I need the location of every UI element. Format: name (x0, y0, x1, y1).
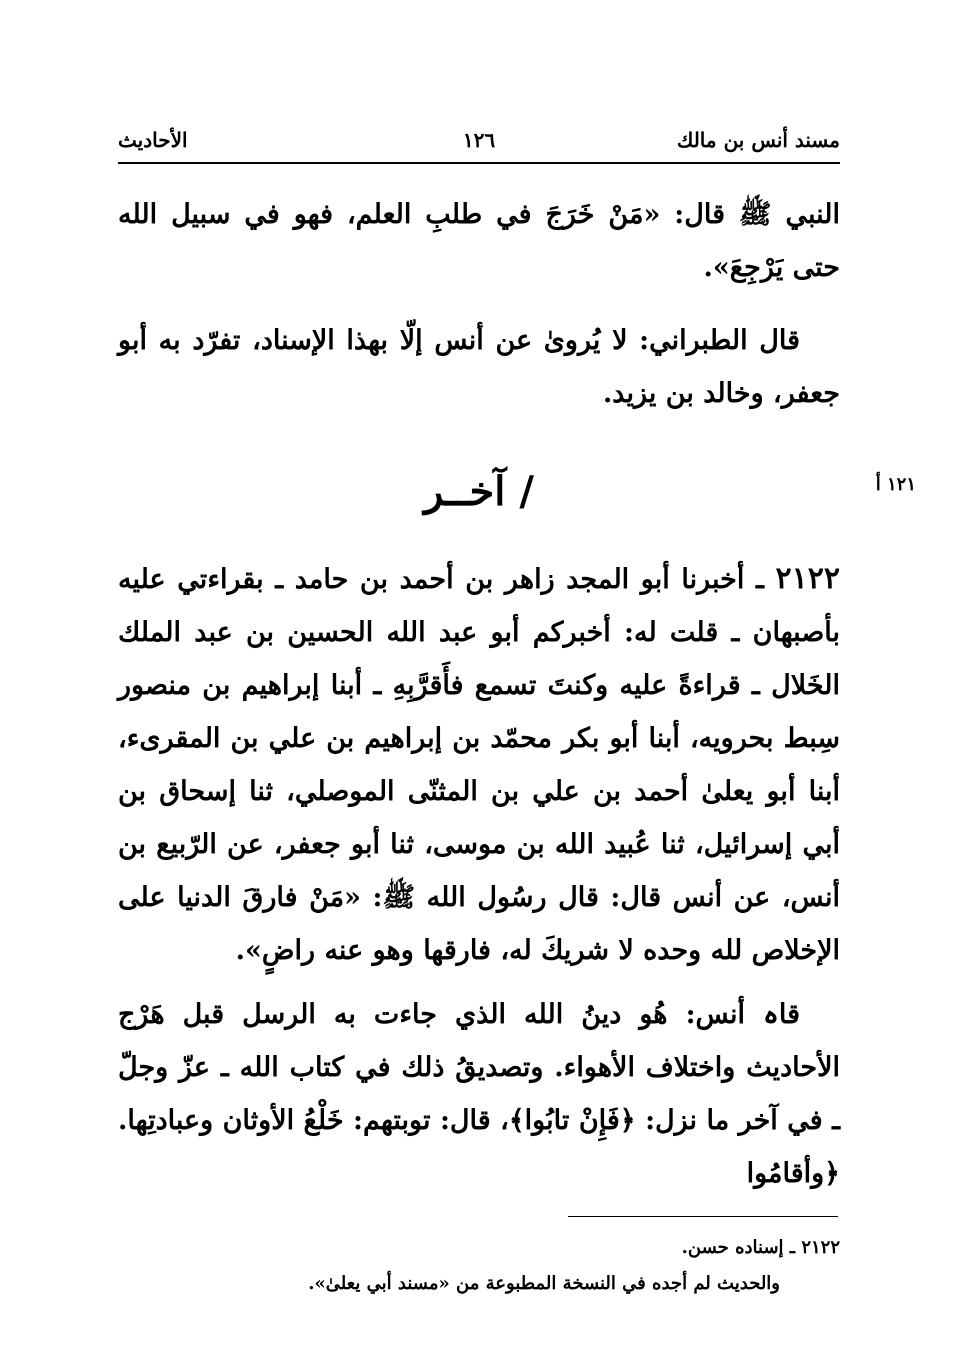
hadith-text: ـ أخبرنا أبو المجد زاهر بن أحمد بن حامد ـ بقراءتي عليه بأصبهان ـ قلت له: أخبركم أبو عبد الله الحسين بن عبد الملك الخَلال ـ قراءةً عليه وكنتَ تسمع فأَقرَّبِهِ ـ أبنا إبراهيم بن منصور سِبط بحرويه، أبنا أبو بكر محمّد بن إبراهيم بن علي بن المقرىء، أبنا أبو يعلىٰ أحمد بن علي بن المثنّى الموصلي، ثنا إسحاق بن أبي إسرائيل، ثنا عُبيد الله بن موسى، ثنا أبو جعفر، عن الرّبيع بن أنس، عن أنس قال: قال رسُول الله ﷺ: «مَنْ فارقَ الدنيا على الإخلاص لله وحده لا شريكَ له، فارقها وهو عنه راضٍ». (118, 564, 840, 966)
footnote-divider (568, 1216, 838, 1217)
hadith-number: ٢١٢٢ (775, 561, 840, 596)
header-divider (118, 162, 840, 164)
paragraph-2: قال الطبراني: لا يُروىٰ عن أنس إلّا بهذا الإسناد، تفرّد به أبو جعفر، وخالد بن يزيد. (118, 325, 840, 409)
footnote-1: ٢١٢٢ ـ إسناده حسن. (681, 1237, 840, 1258)
section-title: / آخــر (424, 468, 534, 515)
margin-note: ١٢١ أ (875, 474, 916, 495)
paragraph-4: قاہ أنس: هُو دينُ الله الذي جاءت به الرسل قبل هَرْج الأحاديث واختلاف الأهواء. وتصديقُ ذلك في كتاب الله ـ عزّ وجلّ ـ في آخر ما نزل: ﴿فَإِنْ تابُوا﴾، قال: توبتهم: خَلْعُ الأوثان وعبادتِها. ﴿وأقامُوا (118, 999, 840, 1189)
page-number: ١٢٦ (462, 128, 496, 152)
paragraph-3 (118, 552, 840, 977)
footnotes (118, 1230, 840, 1302)
paragraph-1: النبي ﷺ قال: «مَنْ خَرَجَ في طلبِ العلم، فهو في سبيل الله حتى يَرْجِعَ». (118, 199, 840, 283)
page-header (118, 124, 840, 160)
footnote-2: والحديث لم أجده في النسخة المطبوعة من «مسند أبي يعلىٰ». (308, 1273, 780, 1294)
book-title: مسند أنس بن مالك (676, 128, 840, 152)
section-header: الأحاديث (118, 128, 188, 152)
